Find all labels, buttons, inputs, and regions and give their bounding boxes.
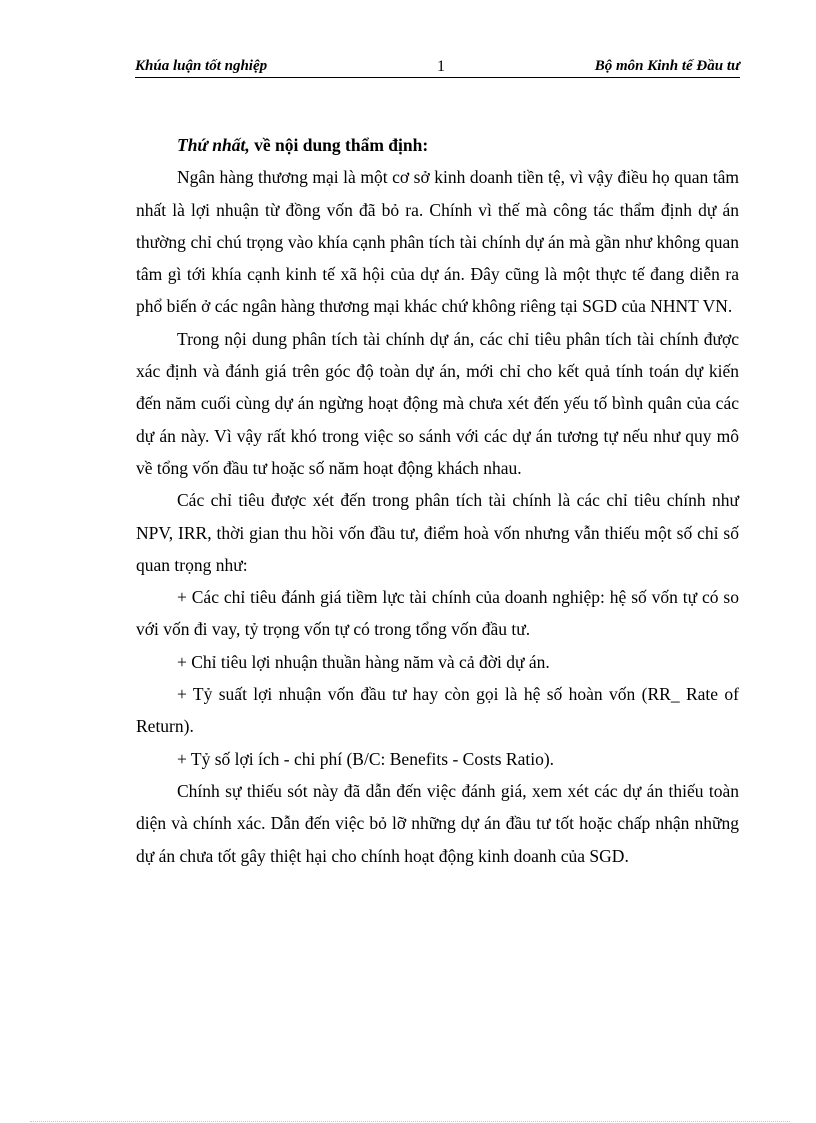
section-heading bbox=[136, 129, 739, 161]
paragraph: Ngân hàng thương mại là một cơ sở kinh doanh tiền tệ, vì vậy điều họ quan tâm nhất là lợi nhuận từ đồng vốn đã bỏ ra. Chính vì thế mà công tác thẩm định dự án thường chỉ chú trọng vào khía cạnh phân tích tài chính dự án mà gần như không quan tâm gì tới khía cạnh kinh tế xã hội của dự án. Đây cũng là một thực tế đang diễn ra phổ biến ở các ngân hàng thương mại khác chứ không riêng tại SGD của NHNT VN. bbox=[136, 167, 739, 317]
section-heading-text: về nội dung thẩm định: bbox=[249, 135, 429, 155]
paragraph: Các chỉ tiêu được xét đến trong phân tích tài chính là các chỉ tiêu chính như NPV, IRR, thời gian thu hồi vốn đầu tư, điểm hoà vốn nhưng vẫn thiếu một số chỉ số quan trọng như: bbox=[136, 490, 739, 575]
header-divider bbox=[135, 77, 740, 78]
department-label: Bộ môn Kinh tế Đầu tư bbox=[594, 58, 740, 74]
list-item: + Tỷ số lợi ích - chi phí (B/C: Benefits - Costs Ratio). bbox=[177, 748, 555, 769]
page-header bbox=[135, 56, 740, 76]
list-item: + Chỉ tiêu lợi nhuận thuần hàng năm và cả đời dự án. bbox=[177, 651, 550, 672]
document-body bbox=[136, 129, 739, 872]
page-number: 1 bbox=[437, 58, 445, 75]
paragraph: Chính sự thiếu sót này đã dẫn đến việc đánh giá, xem xét các dự án thiếu toàn diện và chính xác. Dẫn đến việc bỏ lỡ những dự án đầu tư tốt hoặc chấp nhận những dự án chưa tốt gây thiệt hại cho chính hoạt động kinh doanh của SGD. bbox=[136, 780, 739, 866]
paragraph: Trong nội dung phân tích tài chính dự án, các chỉ tiêu phân tích tài chính được xác định và đánh giá trên góc độ toàn dự án, mới chỉ cho kết quả tính toán dự kiến đến năm cuối cùng dự án ngừng hoạt động mà chưa xét đến yếu tố bình quân của các dự án này. Vì vậy rất khó trong việc so sánh với các dự án tương tự nếu như quy mô về tổng vốn đầu tư hoặc số năm hoạt động khách nhau. bbox=[136, 328, 739, 478]
section-heading-emphasis: Thứ nhất, bbox=[177, 135, 250, 155]
thesis-title-label: Khúa luận tốt nghiệp bbox=[135, 58, 268, 74]
page-bottom-divider bbox=[30, 1121, 790, 1122]
list-item: + Các chỉ tiêu đánh giá tiềm lực tài chính của doanh nghiệp: hệ số vốn tự có so với vốn đi vay, tỷ trọng vốn tự có trong tổng vốn đầu tư. bbox=[136, 587, 739, 640]
list-item: + Tỷ suất lợi nhuận vốn đầu tư hay còn gọi là hệ số hoàn vốn (RR_ Rate of Return). bbox=[136, 684, 739, 737]
